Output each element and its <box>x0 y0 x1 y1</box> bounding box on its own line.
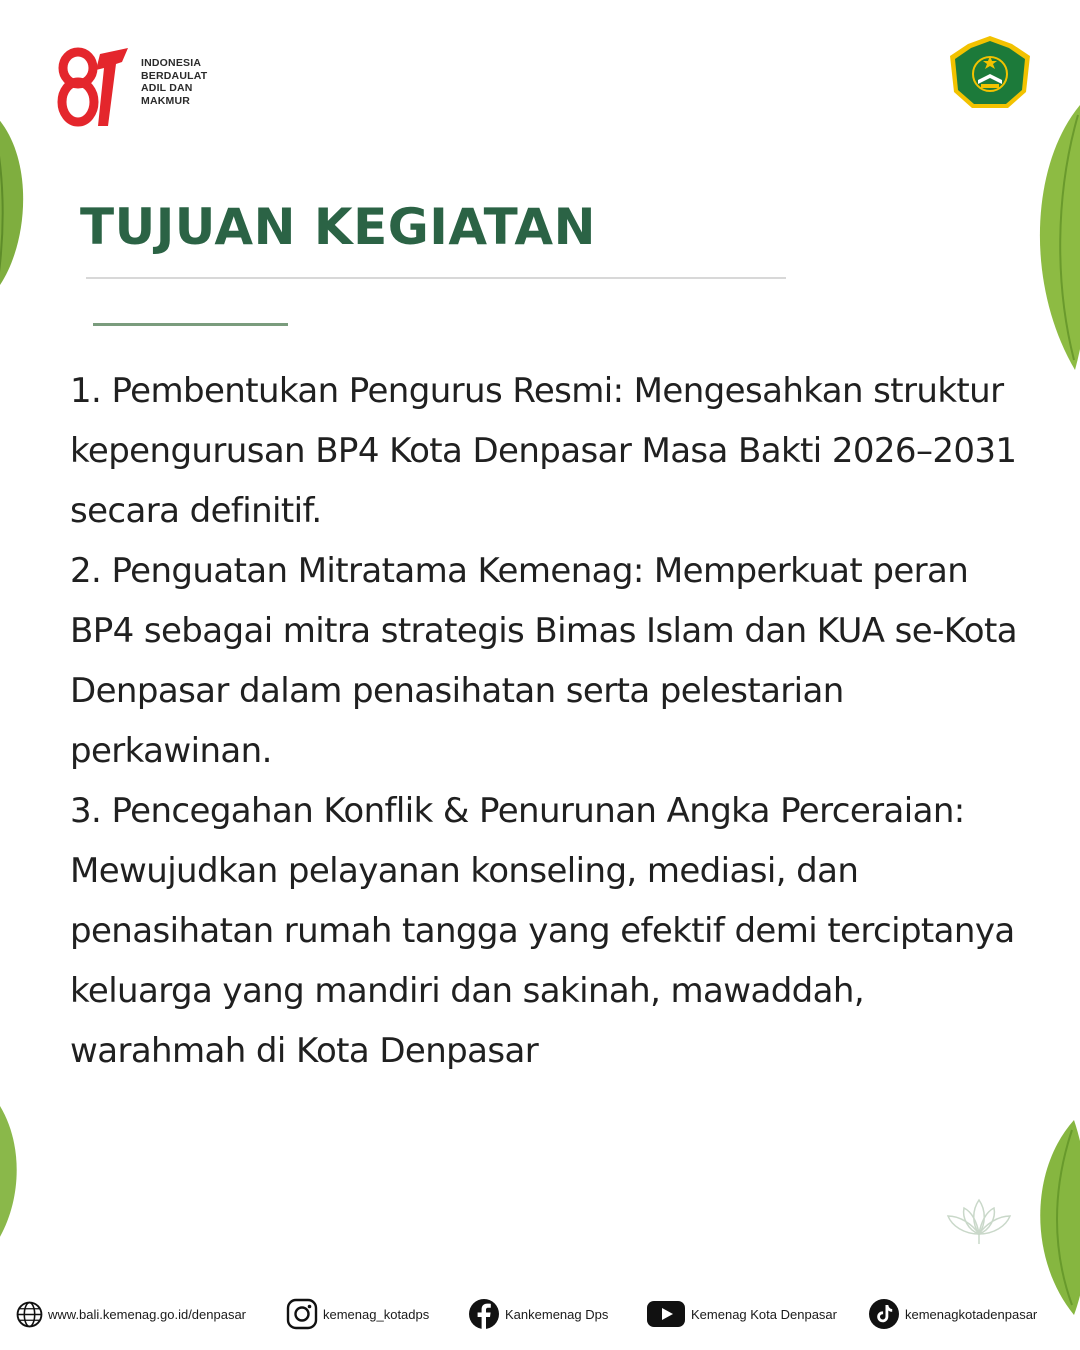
facebook-icon <box>468 1298 500 1330</box>
indonesia-81-tagline <box>141 57 207 107</box>
tiktok-label: kemenagkotadenpasar <box>905 1306 1038 1322</box>
indonesia-81-logo <box>56 44 136 128</box>
tagline-line: BERDAULAT <box>141 69 208 82</box>
tagline-line: MAKMUR <box>141 94 191 107</box>
tiktok-icon <box>868 1298 900 1330</box>
website-label: www.bali.kemenag.go.id/denpasar <box>48 1306 247 1322</box>
youtube-icon <box>646 1300 686 1328</box>
website-link[interactable] <box>16 1296 246 1332</box>
facebook-link[interactable] <box>468 1296 608 1332</box>
tagline-line: ADIL DAN <box>141 82 193 94</box>
page-title: TUJUAN KEGIATAN <box>80 198 596 256</box>
goal-item: 1. Pembentukan Pengurus Resmi: Mengesahkan struktur kepengurusan BP4 Kota Denpasar Masa Bakti 2026–2031 secara definitif. <box>70 371 1017 531</box>
title-divider <box>86 277 786 279</box>
accent-divider <box>93 323 288 326</box>
instagram-icon <box>286 1298 318 1330</box>
leaf-decoration-top-left <box>0 110 40 290</box>
globe-icon <box>16 1301 43 1328</box>
leaf-decoration-right <box>1020 105 1080 375</box>
instagram-label: kemenag_kotadps <box>323 1306 430 1322</box>
lotus-icon <box>944 1196 1014 1246</box>
instagram-link[interactable] <box>286 1296 429 1332</box>
tiktok-link[interactable] <box>868 1296 1037 1332</box>
youtube-label: Kemenag Kota Denpasar <box>691 1306 837 1322</box>
kemenag-emblem-icon <box>948 34 1032 112</box>
facebook-label: Kankemenag Dps <box>505 1306 609 1322</box>
youtube-link[interactable] <box>646 1296 837 1332</box>
footer-social-links <box>16 1296 1066 1332</box>
leaf-decoration-bottom-left <box>0 1090 30 1250</box>
goals-list <box>70 361 1020 1081</box>
goal-item: 3. Pencegahan Konflik & Penurunan Angka Perceraian: Mewujudkan pelayanan konseling, mediasi, dan penasihatan rumah tangga yang efektif demi terciptanya keluarga yang mandiri dan sakinah, mawaddah, warahmah di Kota Denpasar <box>70 791 1015 1071</box>
goal-item: 2. Penguatan Mitratama Kemenag: Memperkuat peran BP4 sebagai mitra strategis Bimas Islam dan KUA se-Kota Denpasar dalam penasihatan serta pelestarian perkawinan. <box>70 551 1017 771</box>
leaf-decoration-bottom-right <box>1024 1120 1080 1320</box>
tagline-line: INDONESIA <box>141 57 202 69</box>
